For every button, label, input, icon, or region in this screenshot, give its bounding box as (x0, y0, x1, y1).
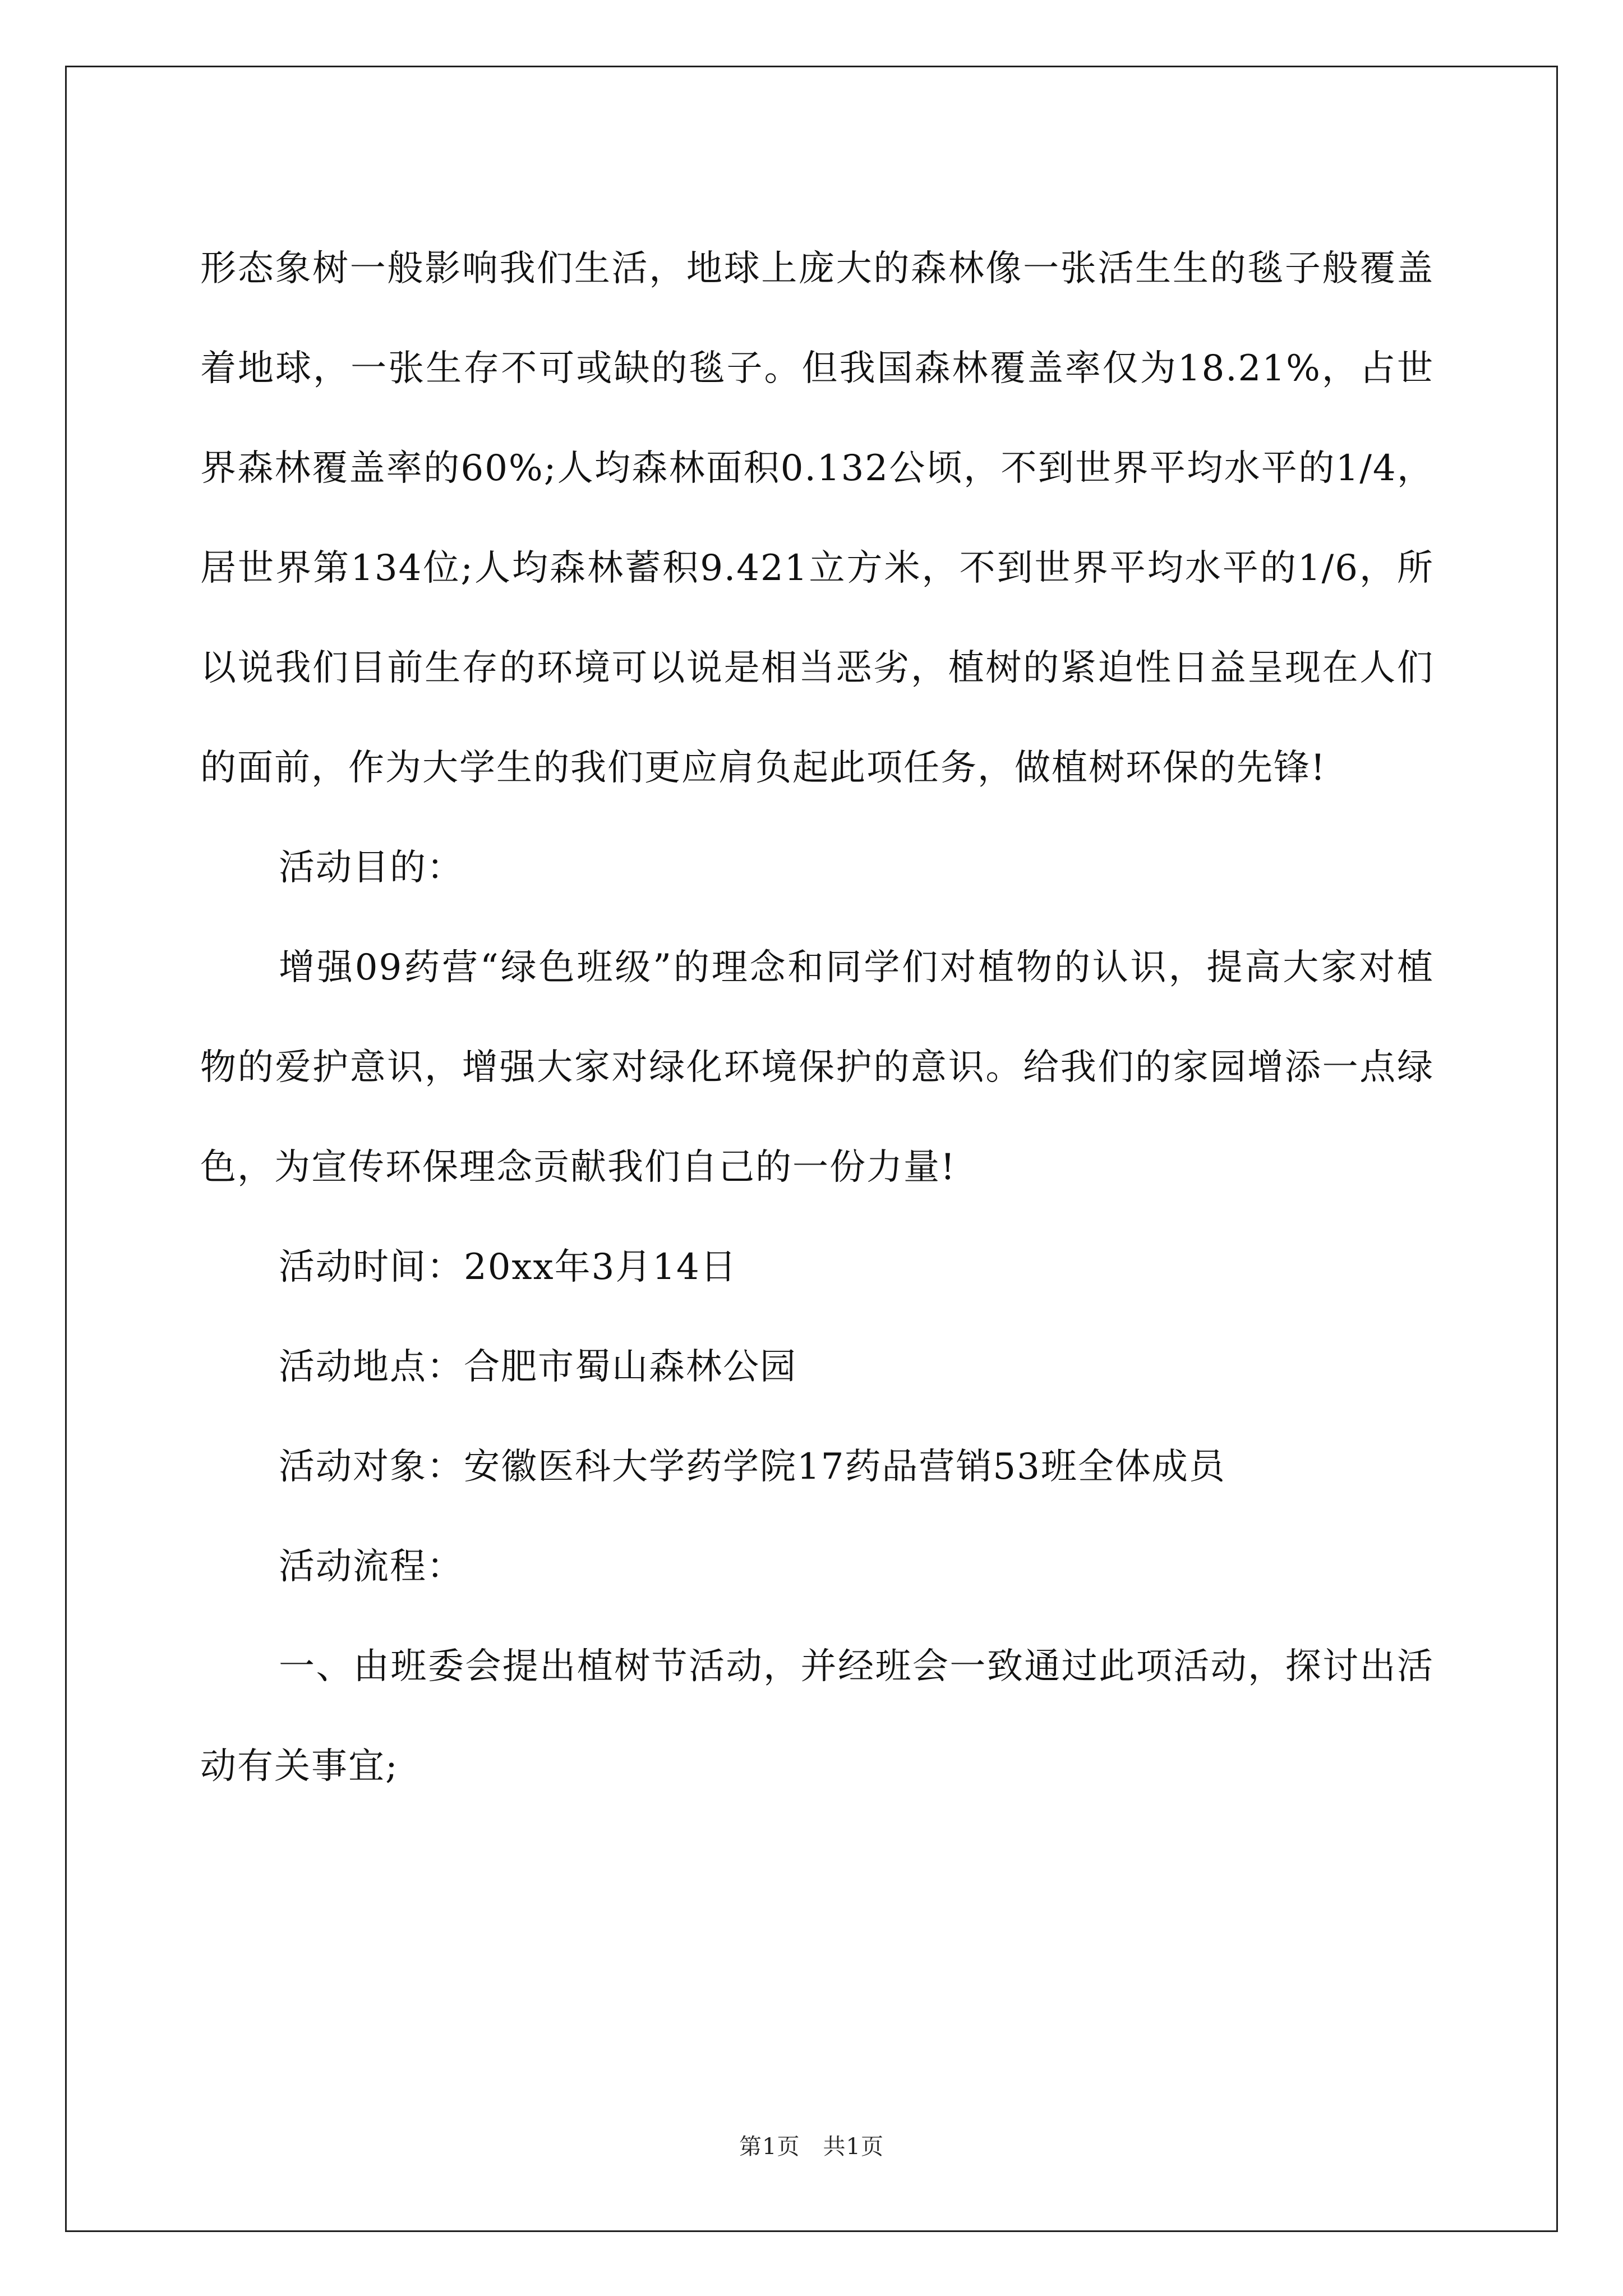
paragraph-purpose: 增强09药营“绿色班级”的理念和同学们对植物的认识，提高大家对植物的爱护意识，增强大家对绿化环境保护的意识。给我们的家园增添一点绿色，为宣传环保理念贡献我们自己的一份力量! (200, 947, 1434, 1188)
paragraph-time: 活动时间：20xx年3月14日 (279, 1246, 737, 1288)
paragraph-location: 活动地点：合肥市蜀山森林公园 (279, 1346, 797, 1388)
page-footer: 第1页 共1页 (739, 2134, 884, 2160)
paragraph-intro: 形态象树一般影响我们生活，地球上庞大的森林像一张活生生的毯子般覆盖着地球，一张生存不可或缺的毯子。但我国森林覆盖率仅为18.21%，占世界森林覆盖率的60%;人均森林面积0.132公顷，不到世界平均水平的1/4，居世界第134位;人均森林蓄积9.421立方米，不到世界平均水平的1/6，所以说我们目前生存的环境可以说是相当恶劣，植树的紧迫性日益呈现在人们的面前，作为大学生的我们更应肩负起此项任务，做植树环保的先锋! (200, 248, 1434, 789)
paragraph-purpose-heading: 活动目的： (279, 847, 464, 889)
paragraph-process-step-1: 一、由班委会提出植树节活动，并经班会一致通过此项活动，探讨出活动有关事宜; (200, 1646, 1434, 1787)
paragraph-participants: 活动对象：安徽医科大学药学院17药品营销53班全体成员 (279, 1446, 1226, 1488)
document-body (200, 219, 1434, 1816)
paragraph-process-heading: 活动流程： (279, 1546, 464, 1588)
